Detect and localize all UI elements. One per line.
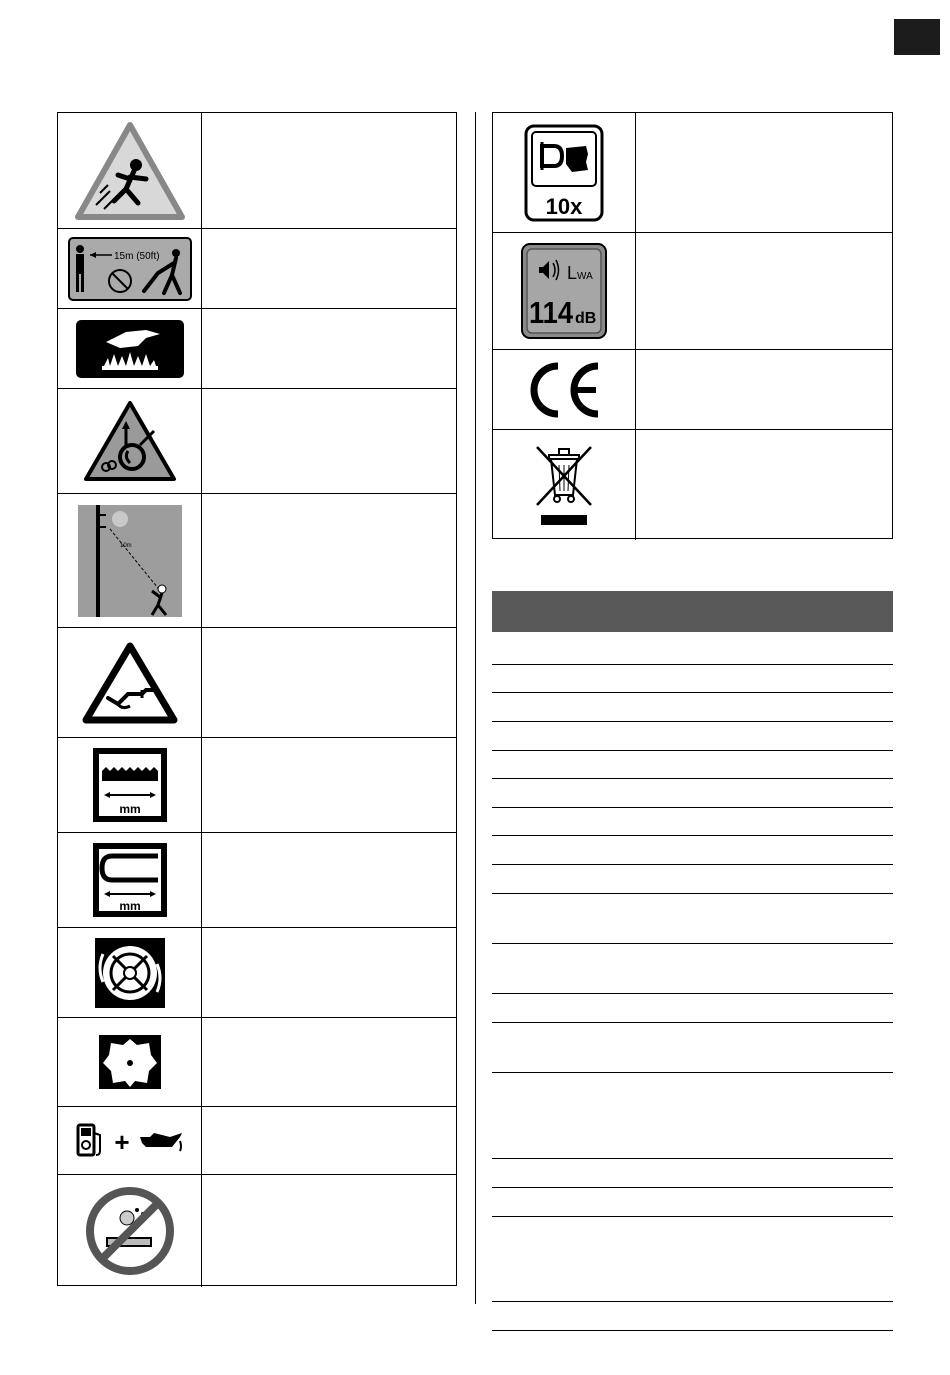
spec-row-divider	[492, 893, 893, 894]
lwa-label: L	[567, 263, 578, 283]
electrocution-warning-icon	[82, 640, 178, 726]
symbol-row	[493, 430, 892, 540]
lwa-subscript: WA	[577, 271, 593, 282]
symbol-row	[58, 628, 456, 738]
ce-mark-icon	[524, 360, 604, 420]
symbol-row	[493, 350, 892, 430]
trimmer-head-icon	[95, 938, 165, 1008]
symbol-row	[58, 113, 456, 229]
symbol-row	[493, 233, 892, 350]
symbol-row	[58, 738, 456, 833]
spec-row-divider	[492, 1022, 893, 1023]
spec-row-divider	[492, 943, 893, 944]
spec-row-divider	[492, 1301, 893, 1302]
spec-row-divider	[492, 835, 893, 836]
spec-row-divider	[492, 750, 893, 751]
chainsaw-bar-length-mm-icon	[92, 842, 168, 918]
spec-row-divider	[492, 1072, 893, 1073]
symbol-row	[493, 113, 892, 233]
spec-row-divider	[492, 721, 893, 722]
symbol-row	[58, 928, 456, 1018]
weee-crossed-bin-icon	[531, 443, 597, 527]
power-line-distance-icon	[78, 505, 182, 617]
sound-power-level-icon	[521, 243, 607, 339]
distance-label: 10m	[119, 542, 132, 549]
spec-row-divider	[492, 1330, 893, 1331]
keep-bystanders-15m-icon	[68, 237, 192, 301]
distance-label: 15m (50ft)	[113, 250, 160, 262]
no-smoking-icon	[85, 1186, 175, 1276]
spec-table-header	[492, 591, 893, 632]
plus-sign: +	[113, 1126, 130, 1157]
primer-bulb-10x-icon	[524, 124, 604, 222]
spec-row-divider	[492, 664, 893, 665]
symbols-table-right	[492, 112, 893, 539]
spec-row-divider	[492, 807, 893, 808]
kickback-warning-icon	[82, 399, 178, 483]
symbol-row	[58, 494, 456, 628]
thrown-objects-warning-icon	[74, 121, 186, 221]
spec-row-divider	[492, 692, 893, 693]
count-label: 10x	[545, 193, 583, 219]
fuel-plus-oil-icon	[76, 1123, 184, 1159]
symbol-row	[58, 309, 456, 389]
spec-row-divider	[492, 778, 893, 779]
sound-level-unit: dB	[575, 310, 597, 327]
unit-label: mm	[118, 899, 141, 913]
symbol-row	[58, 1175, 456, 1287]
symbol-row	[58, 389, 456, 494]
unit-label: mm	[118, 802, 141, 816]
symbol-row	[58, 1018, 456, 1107]
column-divider	[475, 112, 476, 1304]
spec-row-divider	[492, 1216, 893, 1217]
language-tab	[894, 19, 940, 55]
symbols-table-left	[57, 112, 457, 1286]
hot-surface-icon	[76, 320, 184, 378]
symbol-row	[58, 833, 456, 928]
symbol-row	[58, 229, 456, 309]
sound-level-value: 114	[529, 295, 574, 330]
symbol-row	[58, 1107, 456, 1175]
spec-row-divider	[492, 1187, 893, 1188]
spec-row-divider	[492, 1158, 893, 1159]
spec-row-divider	[492, 864, 893, 865]
hedge-cutter-length-mm-icon	[92, 747, 168, 823]
spec-row-divider	[492, 993, 893, 994]
cutting-blade-icon	[99, 1035, 161, 1089]
